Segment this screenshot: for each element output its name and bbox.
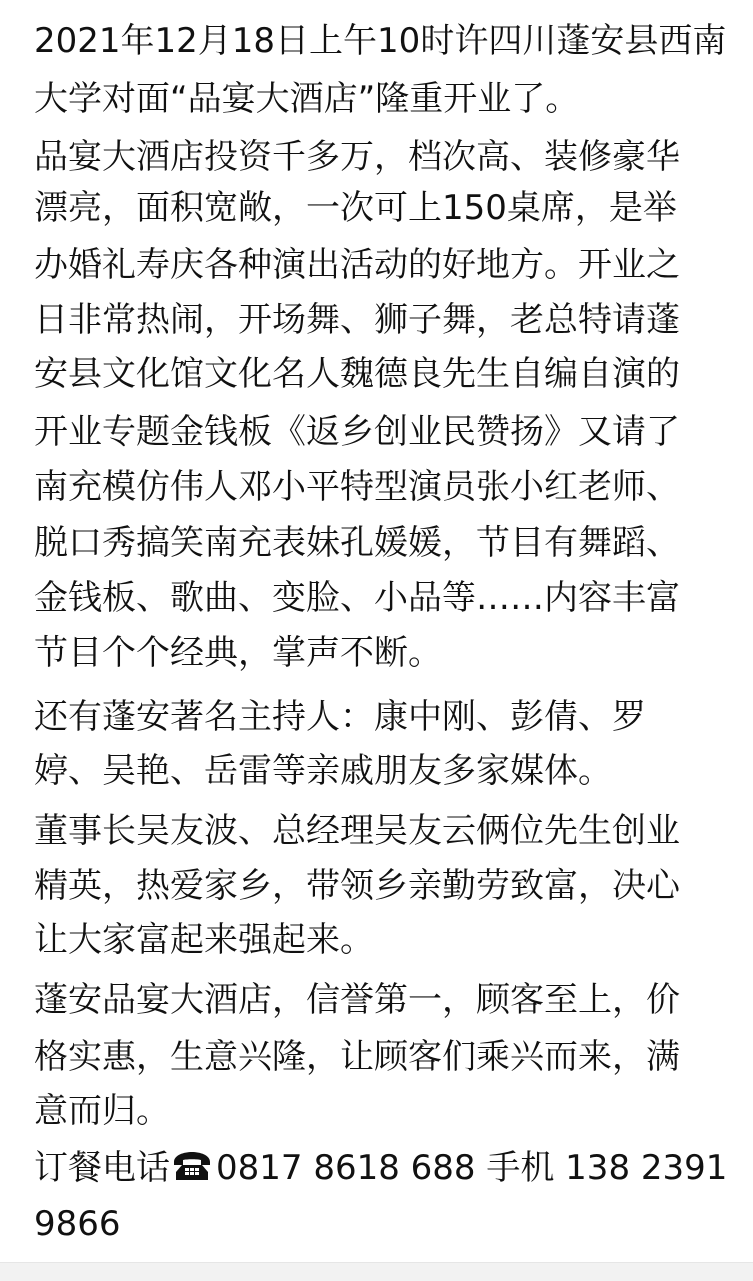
text-line-13: 还有蓬安著名主持人：康中刚、彭倩、罗 bbox=[34, 697, 646, 737]
bottom-bar bbox=[0, 1262, 753, 1281]
text-line-10: 脱口秀搞笑南充表妹孔媛媛，节目有舞蹈、 bbox=[34, 523, 680, 563]
text-line-2: 大学对面“品宴大酒店”隆重开业了。 bbox=[34, 79, 580, 119]
telephone-icon bbox=[170, 1150, 214, 1182]
text-line-19: 格实惠，生意兴隆，让顾客们乘兴而来，满 bbox=[34, 1037, 680, 1077]
text-line-1: 2021年12月18日上午10时许四川蓬安县西南 bbox=[34, 21, 727, 61]
text-line-3: 品宴大酒店投资千多万，档次高、装修豪华 bbox=[34, 137, 680, 177]
phone-line bbox=[34, 1143, 734, 1193]
text-line-4: 漂亮，面积宽敞，一次可上150桌席，是举 bbox=[34, 188, 677, 228]
text-line-12: 节目个个经典，掌声不断。 bbox=[34, 633, 442, 673]
text-line-11: 金钱板、歌曲、变脸、小品等……内容丰富 bbox=[34, 578, 680, 618]
text-line-16: 精英，热爱家乡，带领乡亲勤劳致富，决心 bbox=[34, 866, 680, 906]
text-line-9: 南充模仿伟人邓小平特型演员张小红老师、 bbox=[34, 467, 680, 507]
phone-label: 订餐电话 bbox=[34, 1148, 170, 1188]
text-line-18: 蓬安品宴大酒店，信誉第一，顾客至上，价 bbox=[34, 980, 680, 1020]
text-line-14: 婷、吴艳、岳雷等亲戚朋友多家媒体。 bbox=[34, 751, 612, 791]
text-line-7: 安县文化馆文化名人魏德良先生自编自演的 bbox=[34, 354, 680, 394]
text-line-5: 办婚礼寿庆各种演出活动的好地方。开业之 bbox=[34, 245, 680, 285]
text-line-6: 日非常热闹，开场舞、狮子舞，老总特请蓬 bbox=[34, 300, 680, 340]
phone-numbers: 0817 8618 688 手机 138 2391 bbox=[216, 1148, 728, 1188]
text-line-8: 开业专题金钱板《返乡创业民赞扬》又请了 bbox=[34, 412, 680, 452]
text-line-15: 董事长吴友波、总经理吴友云俩位先生创业 bbox=[34, 811, 680, 851]
text-line-17: 让大家富起来强起来。 bbox=[34, 920, 374, 960]
text-line-20: 意而归。 bbox=[34, 1091, 170, 1131]
phone-numbers-continued: 9866 bbox=[34, 1204, 121, 1244]
